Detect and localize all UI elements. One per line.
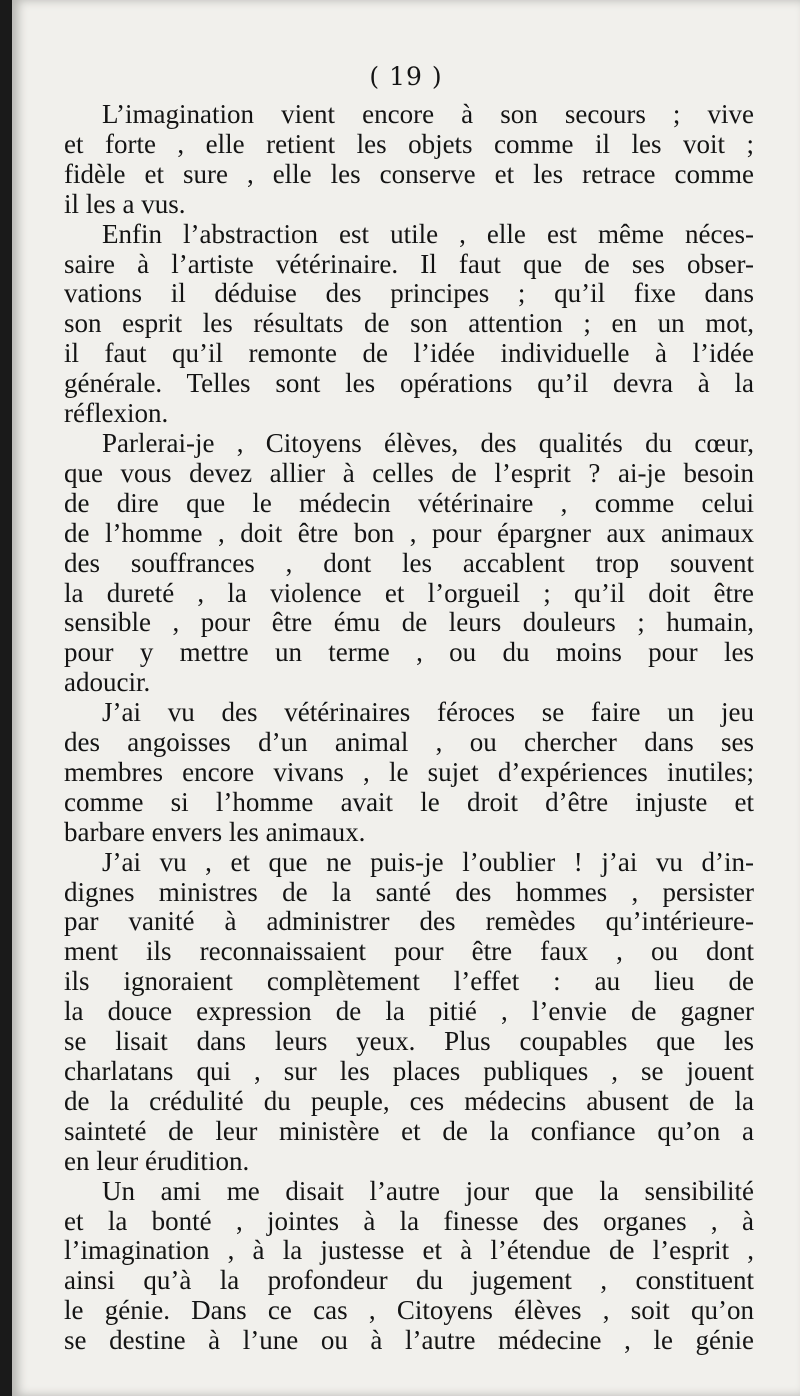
text-line: la douce expression de la pitié , l’envie de gagner [64, 996, 754, 1027]
text-line: charlatans qui , sur les places publiques , se jouent [64, 1056, 754, 1086]
text-line: J’ai vu , et que ne puis-je l’oublier ! j’ai vu d’in- [102, 846, 754, 877]
text-line: l’imagination , à la justesse et à l’étendue de l’esprit , [64, 1235, 754, 1266]
page-number: ( 19 ) [369, 62, 443, 91]
text-line: barbare envers les animaux. [64, 816, 366, 847]
body-text [64, 100, 754, 1356]
text-line: la dureté , la violence et l’orgueil ; qu’il doit être [64, 577, 754, 608]
paragraph [64, 848, 754, 1177]
text-line: saire à l’artiste vétérinaire. Il faut que de ses obser- [64, 248, 754, 279]
paragraph [64, 220, 754, 429]
text-line: fidèle et sure , elle les conserve et les retrace comme [64, 158, 754, 189]
text-line: comme si l’homme avait le droit d’être injuste et [64, 786, 754, 817]
paragraph [64, 1177, 754, 1356]
text-line: Parlerai-je , Citoyens élèves, des qualités du cœur, [102, 427, 754, 458]
paragraph [64, 698, 754, 848]
text-line: sensible , pour être ému de leurs douleurs ; humain, [64, 607, 754, 638]
text-line: J’ai vu des vétérinaires féroces se faire un jeu [102, 697, 754, 728]
text-line: de la crédulité du peuple, ces médecins abusent de la [64, 1085, 754, 1116]
text-line: pour y mettre un terme , ou du moins pour les [64, 637, 754, 668]
book-page [12, 0, 800, 1396]
text-line: des souffrances , dont les accablent trop souvent [64, 547, 754, 578]
paragraph [64, 429, 754, 698]
text-line: L’imagination vient encore à son secours ; vive [102, 99, 754, 129]
text-line: membres encore vivans , le sujet d’expériences inutiles; [64, 756, 754, 787]
text-line: son esprit les résultats de son attention ; en un mot, [64, 308, 754, 339]
text-line: adoucir. [64, 667, 151, 698]
text-line: de l’homme , doit être bon , pour épargner aux animaux [64, 517, 754, 548]
paragraph [64, 100, 754, 220]
text-line: en leur érudition. [64, 1145, 250, 1176]
text-line: sainteté de leur ministère et de la confiance qu’on a [64, 1115, 754, 1146]
text-line: se lisait dans leurs yeux. Plus coupables que les [64, 1026, 754, 1057]
text-line: le génie. Dans ce cas , Citoyens élèves , soit qu’on [64, 1295, 754, 1326]
text-line: Enfin l’abstraction est utile , elle est même néces- [102, 218, 754, 249]
text-line: des angoisses d’un animal , ou chercher dans ses [64, 727, 754, 758]
text-line: ainsi qu’à la profondeur du jugement , constituent [64, 1265, 754, 1296]
text-line: se destine à l’une ou à l’autre médecine , le génie [64, 1325, 754, 1356]
text-line: ment ils reconnaissaient pour être faux , ou dont [64, 936, 754, 967]
text-line: réflexion. [64, 398, 169, 429]
text-line: dignes ministres de la santé des hommes , persister [64, 876, 754, 907]
text-line: générale. Telles sont les opérations qu’il devra à la [64, 368, 754, 399]
text-line: vations il déduise des principes ; qu’il fixe dans [64, 278, 754, 309]
text-line: il faut qu’il remonte de l’idée individuelle à l’idée [64, 338, 754, 369]
text-line: et la bonté , jointes à la finesse des organes , à [64, 1205, 754, 1236]
text-line: et forte , elle retient les objets comme il les voit ; [64, 128, 754, 159]
text-line: Un ami me disait l’autre jour que la sensibilité [102, 1175, 754, 1206]
text-line: ils ignoraient complètement l’effet : au lieu de [64, 966, 754, 997]
text-line: de dire que le médecin vétérinaire , comme celui [64, 487, 754, 518]
text-line: que vous devez allier à celles de l’esprit ? ai-je besoin [64, 457, 754, 488]
text-line: par vanité à administrer des remèdes qu’intérieure- [64, 906, 754, 937]
text-line: il les a vus. [64, 188, 186, 219]
